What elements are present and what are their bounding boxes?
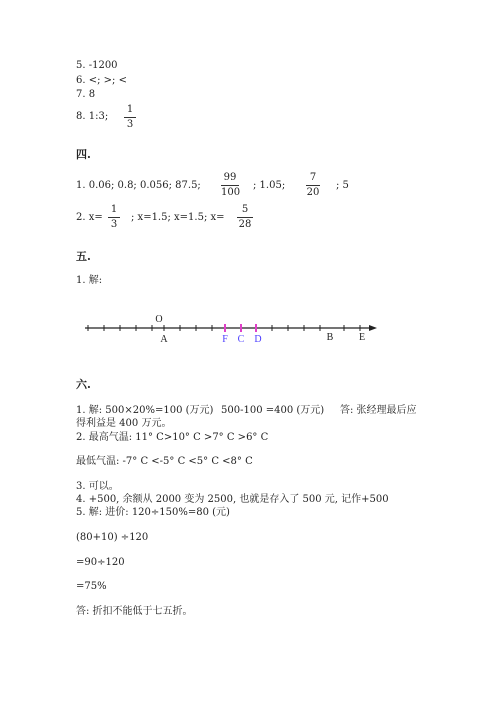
- label-d: D: [254, 334, 262, 345]
- answer-6-2-high-temp: 2. 最高气温: 11° C>10° C >7° C >6° C: [76, 432, 269, 443]
- answer-5-1: 1. 解:: [76, 275, 103, 286]
- answer-6-3: 3. 可以。: [76, 481, 119, 492]
- label-o: O: [155, 314, 163, 325]
- answer-6-1-calc-b: 500-100 =400 (万元): [221, 405, 325, 416]
- answer-6-5-step-2: =90÷120: [76, 557, 125, 568]
- fraction-7-20: 7 20: [306, 172, 320, 198]
- answer-6-5-step-3: =75%: [76, 581, 107, 592]
- answer-6-5: 5. 解: 进价: 120÷150%=80 (元): [76, 507, 230, 518]
- answer-6-5-step-1: (80+10) ÷120: [76, 532, 149, 543]
- fraction-one-third: 1 3: [124, 104, 136, 131]
- label-a: A: [160, 334, 168, 345]
- answer-6-1-conclusion: 答: 张经理最后应: [340, 405, 417, 416]
- answer-3-8: 8. 1:3;: [76, 111, 109, 122]
- answer-4-1-part-c: ; 5: [336, 180, 349, 191]
- number-line: [80, 310, 380, 350]
- fraction-one-third-2: 1 3: [108, 204, 120, 231]
- arrow-head-icon: [369, 325, 377, 331]
- label-b: B: [326, 332, 334, 343]
- label-c: C: [237, 334, 245, 345]
- answer-6-1-conclusion-cont: 得利益是 400 万元。: [76, 418, 172, 429]
- label-f: F: [222, 334, 228, 345]
- answer-4-1-part-a: 1. 0.06; 0.8; 0.056; 87.5;: [76, 180, 201, 191]
- section-heading-6: 六.: [76, 378, 91, 391]
- answer-4-2-part-b: ; x=1.5; x=1.5; x=: [131, 212, 225, 223]
- label-e: E: [358, 332, 366, 343]
- answer-3-6: 6. <; >; <: [76, 75, 127, 86]
- section-heading-4: 四.: [76, 148, 91, 161]
- answer-3-5: 5. -1200: [76, 60, 118, 71]
- answer-6-5-conclusion: 答: 折扣不能低于七五折。: [76, 606, 193, 617]
- answer-4-2-part-a: 2. x=: [76, 212, 103, 223]
- answer-6-4: 4. +500, 余额从 2000 变为 2500, 也就是存入了 500 元, 记作+500: [76, 494, 389, 505]
- answer-6-2-low-temp: 最低气温: -7° C <-5° C <5° C <8° C: [76, 456, 253, 467]
- fraction-99-100: 99 100: [221, 172, 241, 198]
- answer-3-7: 7. 8: [76, 89, 96, 100]
- section-heading-5: 五.: [76, 250, 91, 263]
- fraction-5-28: 5 28: [238, 204, 252, 230]
- answer-4-1-part-b: ; 1.05;: [253, 180, 286, 191]
- answer-6-1-calc-a: 1. 解: 500×20%=100 (万元): [76, 405, 214, 416]
